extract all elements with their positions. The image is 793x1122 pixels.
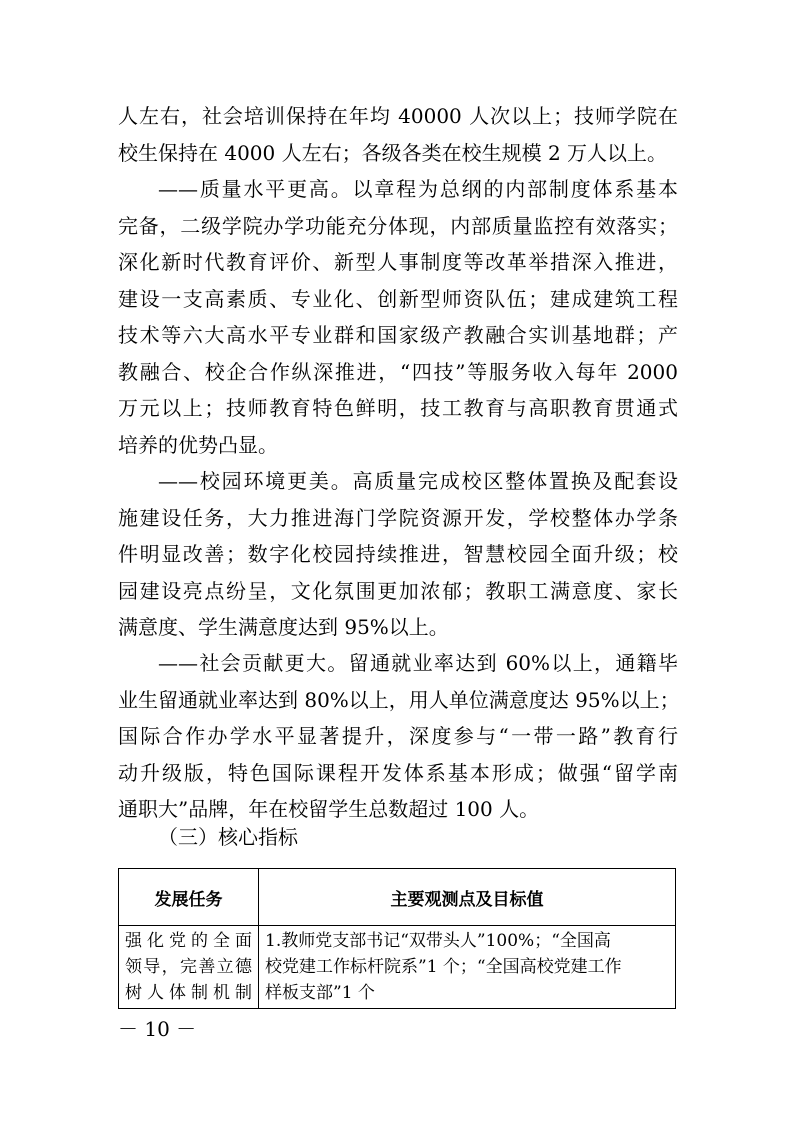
table-header-row bbox=[119, 869, 676, 926]
paragraph-contribution bbox=[118, 645, 678, 828]
cell-line: 校党建工作标杆院系”1 个；“全国高校党建工作 bbox=[265, 957, 622, 977]
core-indicators-table bbox=[118, 868, 676, 1009]
text-line: 教融合、校企合作纵深推进，“四技”等服务收入每年 2000 bbox=[118, 359, 678, 384]
text-line: 技术等六大高水平专业群和国家级产教融合实训基地群；产 bbox=[118, 323, 678, 347]
text-line: 建设一支高素质、专业化、创新型师资队伍；建成建筑工程 bbox=[118, 286, 678, 311]
paragraph-campus bbox=[118, 463, 678, 646]
text-line: ——校园环境更美。高质量完成校区整体置换及配套设 bbox=[158, 469, 678, 493]
text-line: 施建设任务，大力推进海门学院资源开发，学校整体办学条 bbox=[118, 505, 678, 530]
section-heading: （三）核心指标 bbox=[158, 825, 298, 849]
task-cell bbox=[119, 926, 259, 1009]
text-line: 万元以上；技师教育特色鲜明，技工教育与高职教育贯通式 bbox=[118, 396, 678, 420]
text-line: 件明显改善；数字化校园持续推进，智慧校园全面升级；校 bbox=[118, 542, 678, 566]
paragraph-quality bbox=[118, 171, 678, 463]
text-line: 完备，二级学院办学功能充分体现，内部质量监控有效落实； bbox=[118, 213, 678, 238]
table-row bbox=[119, 926, 676, 1009]
cell-line: 强化党的全面 bbox=[125, 931, 252, 951]
text-line: 深化新时代教育评价、新型人事制度等改革举措深入推进， bbox=[118, 250, 678, 274]
text-line: 业生留通就业率达到 80%以上，用人单位满意度达 95%以上； bbox=[118, 687, 680, 712]
text-line: 人左右，社会培训保持在年均 40000 人次以上；技师学院在 bbox=[118, 104, 678, 128]
paragraph-enrollment bbox=[118, 98, 678, 171]
cell-line: 1.教师党支部书记“双带头人”100%；“全国高 bbox=[265, 931, 611, 951]
text-line: 培养的优势凸显。 bbox=[118, 432, 278, 457]
page-number: － 10 － bbox=[118, 1017, 197, 1041]
text-line: 园建设亮点纷呈，文化氛围更加浓郁；教职工满意度、家长 bbox=[118, 578, 678, 603]
text-line: 通职大”品牌，年在校留学生总数超过 100 人。 bbox=[118, 797, 540, 821]
cell-line: 树人体制机制 bbox=[125, 983, 252, 1003]
text-line: 满意度、学生满意度达到 95%以上。 bbox=[118, 615, 449, 639]
text-line: ——质量水平更高。以章程为总纲的内部制度体系基本 bbox=[158, 177, 678, 201]
cell-line: 领导，完善立德 bbox=[125, 957, 252, 977]
cell-line: 样板支部”1 个 bbox=[265, 983, 375, 1003]
text-line: 校生保持在 4000 人左右；各级各类在校生规模 2 万人以上。 bbox=[118, 140, 668, 165]
text-line: ——社会贡献更大。留通就业率达到 60%以上，通籍毕 bbox=[158, 651, 678, 675]
text-line: 动升级版，特色国际课程开发体系基本形成；做强“留学南 bbox=[118, 760, 678, 785]
header-task: 发展任务 bbox=[119, 869, 259, 926]
target-cell bbox=[259, 926, 676, 1009]
header-targets: 主要观测点及目标值 bbox=[259, 869, 676, 926]
text-line: 国际合作办学水平显著提升，深度参与“一带一路”教育行 bbox=[118, 724, 678, 748]
